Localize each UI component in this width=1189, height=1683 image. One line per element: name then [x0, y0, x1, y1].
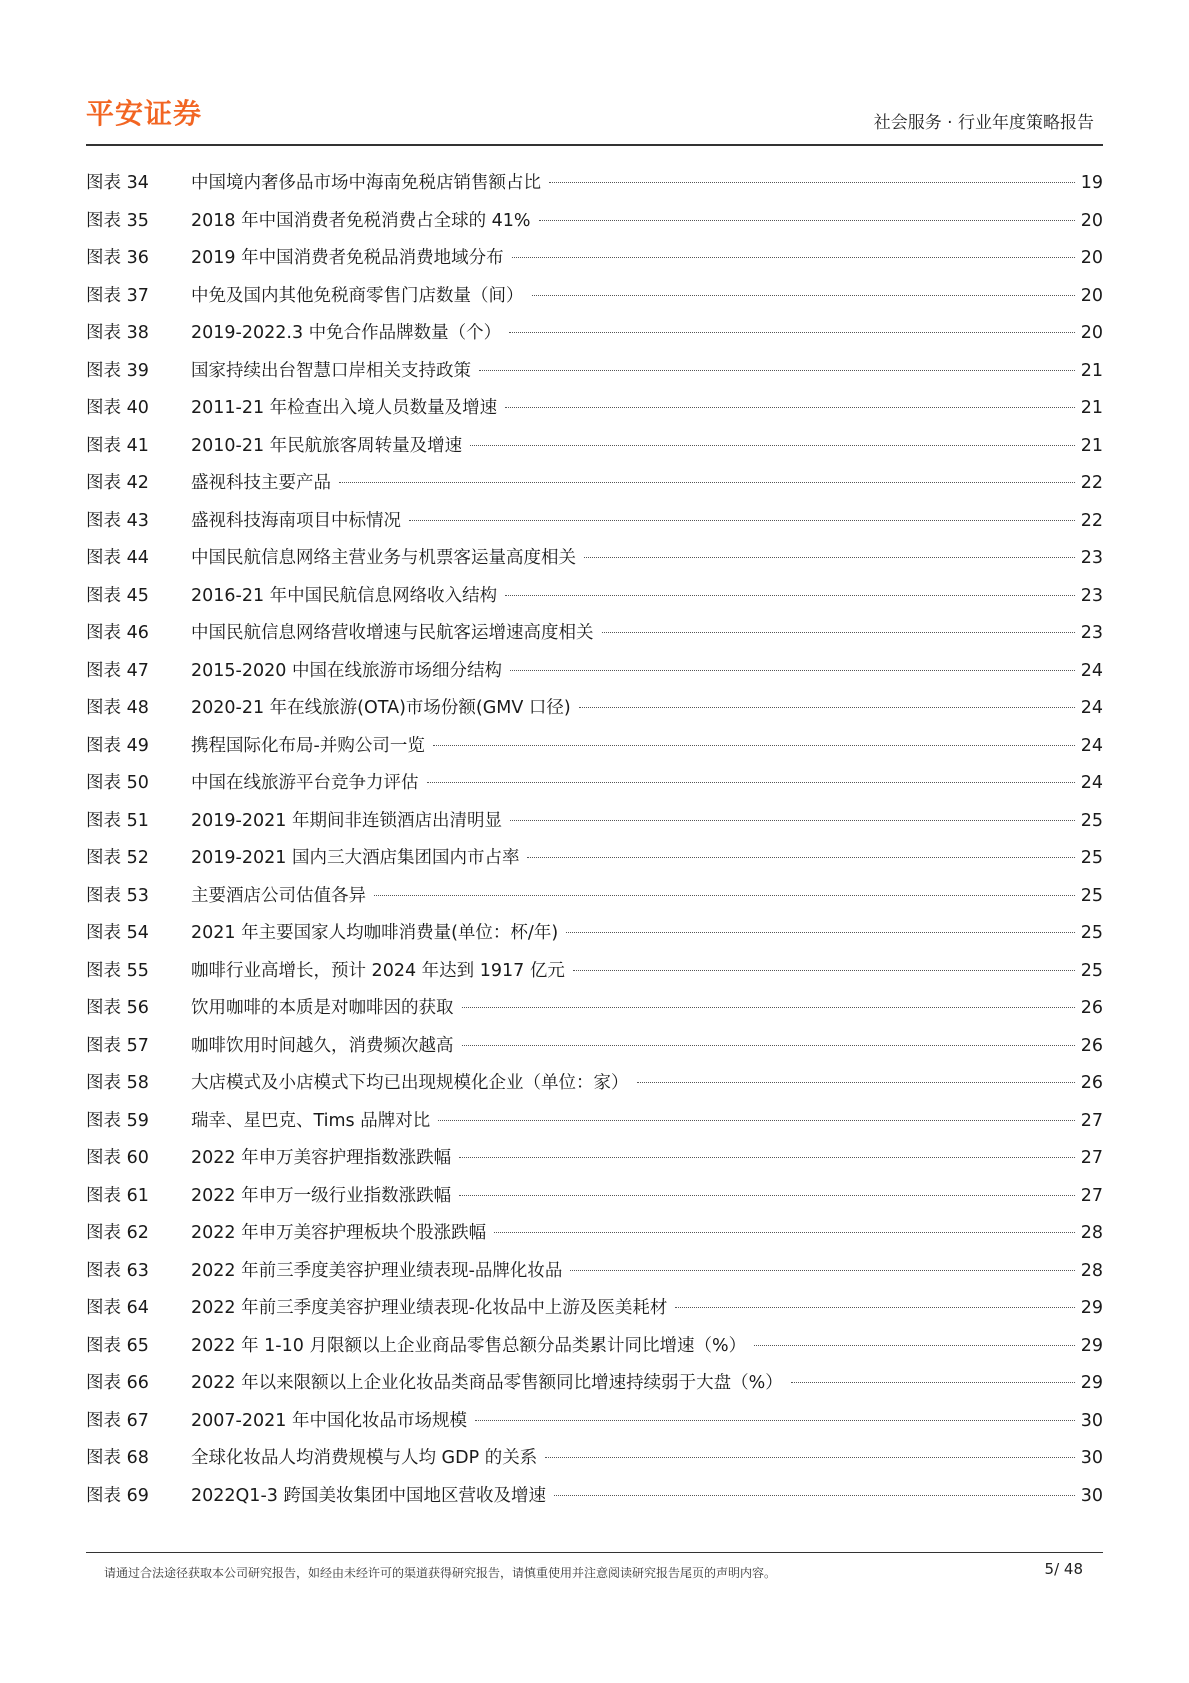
- header-divider: [86, 144, 1103, 146]
- toc-entry-page: 27: [1080, 1110, 1103, 1131]
- toc-leader-dots: [573, 970, 1075, 971]
- toc-entry-title: 2022 年以来限额以上企业化妆品类商品零售额同比增速持续弱于大盘（%）: [191, 1373, 783, 1393]
- toc-entry-page: 23: [1080, 585, 1103, 606]
- toc-entry[interactable]: [86, 619, 1103, 657]
- toc-entry-label: 图表 53: [86, 885, 149, 906]
- toc-entry-label: 图表 56: [86, 998, 149, 1018]
- toc-entry-page: 20: [1080, 248, 1103, 268]
- toc-entry-label: 图表 45: [86, 585, 149, 606]
- toc-entry-label: 图表 38: [86, 323, 149, 343]
- toc-entry-page: 28: [1080, 1223, 1103, 1243]
- toc-entry-title: 2018 年中国消费者免税消费占全球的 41%: [191, 210, 531, 231]
- toc-entry-label: 图表 67: [86, 1410, 149, 1431]
- toc-entry[interactable]: [86, 1257, 1103, 1295]
- company-logo: 平安证券: [86, 97, 203, 130]
- toc-leader-dots: [494, 1232, 1075, 1233]
- toc-leader-dots: [791, 1382, 1075, 1383]
- toc-leader-dots: [462, 1045, 1076, 1046]
- toc-entry-page: 23: [1080, 623, 1103, 643]
- toc-entry-title: 2022 年申万一级行业指数涨跌幅: [191, 1185, 452, 1206]
- toc-leader-dots: [459, 1195, 1075, 1196]
- toc-entry[interactable]: [86, 694, 1103, 732]
- toc-entry[interactable]: [86, 357, 1103, 395]
- toc-leader-dots: [566, 932, 1075, 933]
- toc-entry-title: 2019-2021 年期间非连锁酒店出清明显: [191, 810, 502, 831]
- toc-entry-page: 28: [1080, 1260, 1103, 1281]
- toc-entry[interactable]: [86, 1294, 1103, 1332]
- toc-entry[interactable]: [86, 1482, 1103, 1520]
- table-of-figures: [86, 169, 1103, 1519]
- toc-entry-label: 图表 68: [86, 1448, 149, 1468]
- toc-leader-dots: [510, 670, 1075, 671]
- toc-entry-page: 25: [1080, 810, 1103, 831]
- toc-entry[interactable]: [86, 919, 1103, 957]
- toc-entry[interactable]: [86, 544, 1103, 582]
- toc-entry-title: 2011-21 年检查出入境人员数量及增速: [191, 398, 498, 418]
- toc-entry-title: 2007-2021 年中国化妆品市场规模: [191, 1410, 467, 1431]
- toc-entry-title: 中国民航信息网络主营业务与机票客运量高度相关: [191, 548, 576, 568]
- toc-entry-title: 中免及国内其他免税商零售门店数量（间）: [191, 285, 524, 306]
- toc-entry-label: 图表 40: [86, 398, 149, 418]
- toc-entry-page: 25: [1080, 960, 1103, 981]
- toc-leader-dots: [532, 295, 1076, 296]
- toc-entry-page: 29: [1080, 1373, 1103, 1393]
- toc-entry-label: 图表 58: [86, 1073, 149, 1093]
- toc-entry-title: 咖啡饮用时间越久，消费频次越高: [191, 1035, 454, 1056]
- toc-leader-dots: [505, 595, 1075, 596]
- toc-leader-dots: [754, 1345, 1075, 1346]
- toc-entry-label: 图表 51: [86, 810, 149, 831]
- toc-entry-title: 携程国际化布局-并购公司一览: [191, 735, 425, 756]
- toc-leader-dots: [545, 1457, 1075, 1458]
- toc-entry-title: 2022 年前三季度美容护理业绩表现-化妆品中上游及医美耗材: [191, 1298, 668, 1318]
- toc-entry-label: 图表 37: [86, 285, 149, 306]
- toc-entry-title: 2015-2020 中国在线旅游市场细分结构: [191, 660, 502, 681]
- toc-entry[interactable]: [86, 1032, 1103, 1070]
- toc-entry-title: 中国在线旅游平台竞争力评估: [191, 773, 419, 793]
- toc-leader-dots: [339, 482, 1075, 483]
- footer-divider: [86, 1552, 1103, 1553]
- toc-leader-dots: [584, 557, 1075, 558]
- toc-entry[interactable]: [86, 169, 1103, 207]
- toc-entry-page: 21: [1080, 398, 1103, 418]
- toc-entry-title: 盛视科技海南项目中标情况: [191, 510, 401, 531]
- toc-entry-page: 30: [1080, 1410, 1103, 1431]
- toc-entry[interactable]: [86, 807, 1103, 845]
- toc-entry-title: 2021 年主要国家人均咖啡消费量(单位：杯/年): [191, 923, 559, 943]
- toc-leader-dots: [409, 520, 1075, 521]
- toc-entry-label: 图表 34: [86, 173, 149, 193]
- toc-entry-title: 中国境内奢侈品市场中海南免税店销售额占比: [191, 173, 541, 193]
- toc-entry-page: 27: [1080, 1185, 1103, 1206]
- toc-entry-title: 2019-2022.3 中免合作品牌数量（个）: [191, 323, 502, 343]
- toc-entry-label: 图表 47: [86, 660, 149, 681]
- toc-leader-dots: [459, 1157, 1075, 1158]
- toc-entry-page: 24: [1080, 660, 1103, 681]
- toc-entry-page: 27: [1080, 1148, 1103, 1168]
- toc-entry-label: 图表 54: [86, 923, 149, 943]
- toc-entry-page: 26: [1080, 1035, 1103, 1056]
- toc-entry-page: 21: [1080, 360, 1103, 381]
- toc-entry[interactable]: [86, 394, 1103, 432]
- toc-entry[interactable]: [86, 282, 1103, 320]
- toc-entry-title: 2010-21 年民航旅客周转量及增速: [191, 435, 463, 456]
- toc-entry-title: 主要酒店公司估值各异: [191, 885, 366, 906]
- toc-entry-title: 饮用咖啡的本质是对咖啡因的获取: [191, 998, 454, 1018]
- toc-entry-page: 30: [1080, 1485, 1103, 1506]
- toc-entry-title: 2022 年申万美容护理指数涨跌幅: [191, 1148, 452, 1168]
- toc-entry[interactable]: [86, 844, 1103, 882]
- toc-entry-label: 图表 41: [86, 435, 149, 456]
- toc-leader-dots: [509, 332, 1075, 333]
- toc-entry[interactable]: [86, 882, 1103, 920]
- toc-entry[interactable]: [86, 1219, 1103, 1257]
- toc-entry-label: 图表 66: [86, 1373, 149, 1393]
- toc-entry-title: 国家持续出台智慧口岸相关支持政策: [191, 360, 471, 381]
- toc-entry[interactable]: [86, 432, 1103, 470]
- toc-entry-title: 咖啡行业高增长，预计 2024 年达到 1917 亿元: [191, 960, 565, 981]
- toc-entry-label: 图表 52: [86, 848, 149, 868]
- toc-entry-page: 21: [1080, 435, 1103, 456]
- page-number: 5/ 48: [1044, 1560, 1083, 1578]
- toc-entry-label: 图表 62: [86, 1223, 149, 1243]
- toc-entry-label: 图表 55: [86, 960, 149, 981]
- toc-leader-dots: [510, 820, 1075, 821]
- toc-leader-dots: [475, 1420, 1075, 1421]
- toc-entry-label: 图表 42: [86, 473, 149, 493]
- toc-entry-label: 图表 36: [86, 248, 149, 268]
- toc-entry[interactable]: [86, 507, 1103, 545]
- toc-entry-label: 图表 39: [86, 360, 149, 381]
- toc-entry-label: 图表 69: [86, 1485, 149, 1506]
- toc-entry-page: 22: [1080, 473, 1103, 493]
- toc-entry-label: 图表 57: [86, 1035, 149, 1056]
- toc-entry[interactable]: [86, 319, 1103, 357]
- toc-entry-label: 图表 65: [86, 1335, 149, 1356]
- toc-entry-title: 瑞幸、星巴克、Tims 品牌对比: [191, 1110, 431, 1131]
- toc-entry-title: 2019-2021 国内三大酒店集团国内市占率: [191, 848, 520, 868]
- toc-leader-dots: [505, 407, 1075, 408]
- toc-entry[interactable]: [86, 469, 1103, 507]
- toc-entry-page: 26: [1080, 1073, 1103, 1093]
- toc-leader-dots: [374, 895, 1075, 896]
- toc-entry-page: 30: [1080, 1448, 1103, 1468]
- toc-entry[interactable]: [86, 957, 1103, 995]
- toc-leader-dots: [470, 445, 1075, 446]
- toc-entry-page: 23: [1080, 548, 1103, 568]
- toc-leader-dots: [433, 745, 1075, 746]
- toc-entry-label: 图表 43: [86, 510, 149, 531]
- toc-leader-dots: [570, 1270, 1075, 1271]
- toc-leader-dots: [462, 1007, 1076, 1008]
- toc-entry[interactable]: [86, 1407, 1103, 1445]
- toc-entry-page: 25: [1080, 923, 1103, 943]
- toc-entry-page: 25: [1080, 885, 1103, 906]
- toc-entry-title: 2020-21 年在线旅游(OTA)市场份额(GMV 口径): [191, 698, 571, 718]
- toc-entry-label: 图表 46: [86, 623, 149, 643]
- toc-entry-page: 24: [1080, 698, 1103, 718]
- toc-entry[interactable]: [86, 1107, 1103, 1145]
- toc-leader-dots: [675, 1307, 1075, 1308]
- toc-entry-label: 图表 61: [86, 1185, 149, 1206]
- toc-entry[interactable]: [86, 582, 1103, 620]
- toc-entry-title: 2022 年申万美容护理板块个股涨跌幅: [191, 1223, 487, 1243]
- toc-entry-page: 25: [1080, 848, 1103, 868]
- toc-entry-title: 2019 年中国消费者免税品消费地域分布: [191, 248, 504, 268]
- toc-leader-dots: [602, 632, 1076, 633]
- toc-leader-dots: [637, 1082, 1076, 1083]
- report-title: 社会服务 · 行业年度策略报告: [873, 113, 1094, 133]
- toc-entry-page: 20: [1080, 323, 1103, 343]
- toc-leader-dots: [438, 1120, 1075, 1121]
- toc-entry-page: 24: [1080, 735, 1103, 756]
- toc-entry[interactable]: [86, 732, 1103, 770]
- toc-leader-dots: [539, 220, 1075, 221]
- toc-entry[interactable]: [86, 1182, 1103, 1220]
- toc-entry[interactable]: [86, 244, 1103, 282]
- toc-leader-dots: [512, 257, 1075, 258]
- toc-entry[interactable]: [86, 1444, 1103, 1482]
- toc-entry-label: 图表 49: [86, 735, 149, 756]
- toc-entry-title: 2022 年 1-10 月限额以上企业商品零售总额分品类累计同比增速（%）: [191, 1335, 747, 1356]
- toc-leader-dots: [579, 707, 1075, 708]
- toc-entry[interactable]: [86, 1332, 1103, 1370]
- toc-entry[interactable]: [86, 769, 1103, 807]
- toc-entry-page: 26: [1080, 998, 1103, 1018]
- toc-leader-dots: [479, 370, 1075, 371]
- toc-leader-dots: [554, 1495, 1075, 1496]
- toc-entry-title: 大店模式及小店模式下均已出现规模化企业（单位：家）: [191, 1073, 629, 1093]
- toc-entry-title: 全球化妆品人均消费规模与人均 GDP 的关系: [191, 1448, 538, 1468]
- footer-disclaimer: 请通过合法途径获取本公司研究报告，如经由未经许可的渠道获得研究报告，请慎重使用并注意阅读研究报告尾页的声明内容。: [104, 1566, 777, 1580]
- toc-entry[interactable]: [86, 1369, 1103, 1407]
- toc-entry-label: 图表 60: [86, 1148, 149, 1168]
- toc-entry-label: 图表 64: [86, 1298, 149, 1318]
- toc-entry-label: 图表 35: [86, 210, 149, 231]
- toc-entry-page: 19: [1080, 173, 1103, 193]
- toc-entry-label: 图表 59: [86, 1110, 149, 1131]
- toc-entry-page: 29: [1080, 1335, 1103, 1356]
- toc-entry-title: 2016-21 年中国民航信息网络收入结构: [191, 585, 498, 606]
- toc-entry[interactable]: [86, 994, 1103, 1032]
- toc-entry-title: 2022Q1-3 跨国美妆集团中国地区营收及增速: [191, 1485, 546, 1506]
- toc-leader-dots: [527, 857, 1075, 858]
- toc-entry[interactable]: [86, 657, 1103, 695]
- toc-entry-label: 图表 48: [86, 698, 149, 718]
- toc-entry-page: 22: [1080, 510, 1103, 531]
- toc-entry[interactable]: [86, 1144, 1103, 1182]
- toc-entry[interactable]: [86, 207, 1103, 245]
- toc-entry-label: 图表 50: [86, 773, 149, 793]
- toc-leader-dots: [427, 782, 1076, 783]
- toc-entry-page: 20: [1080, 210, 1103, 231]
- toc-entry-page: 29: [1080, 1298, 1103, 1318]
- toc-entry-title: 2022 年前三季度美容护理业绩表现-品牌化妆品: [191, 1260, 563, 1281]
- toc-entry-label: 图表 44: [86, 548, 149, 568]
- toc-entry-label: 图表 63: [86, 1260, 149, 1281]
- toc-leader-dots: [549, 182, 1075, 183]
- toc-entry[interactable]: [86, 1069, 1103, 1107]
- toc-entry-title: 中国民航信息网络营收增速与民航客运增速高度相关: [191, 623, 594, 643]
- toc-entry-page: 20: [1080, 285, 1103, 306]
- toc-entry-page: 24: [1080, 773, 1103, 793]
- toc-entry-title: 盛视科技主要产品: [191, 473, 331, 493]
